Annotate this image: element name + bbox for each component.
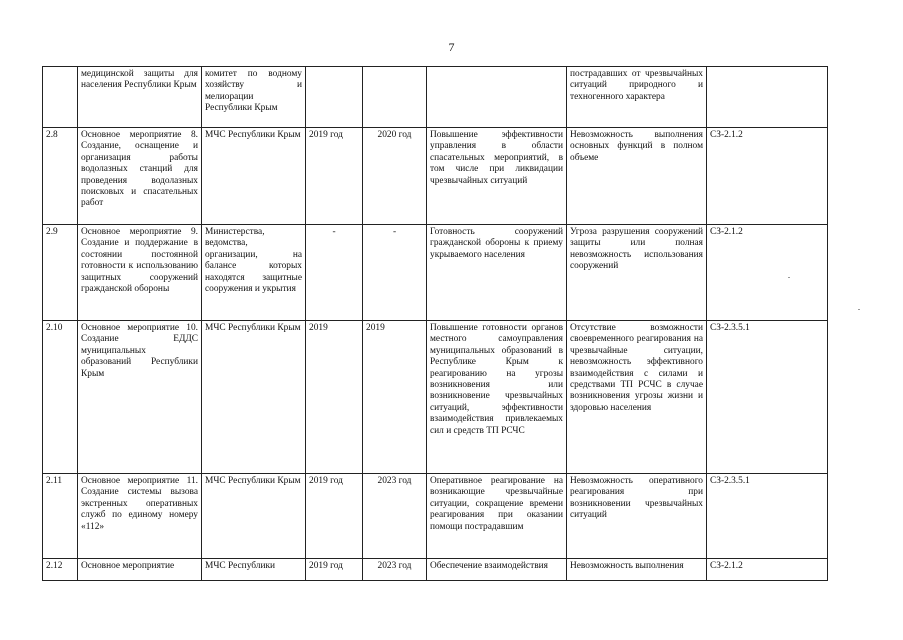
cell-end: - xyxy=(363,225,427,321)
cell-num: 2.11 xyxy=(43,474,78,559)
table-row xyxy=(43,559,828,581)
cell-result: Обеспечение взаимодействия xyxy=(427,559,567,581)
page-number: 7 xyxy=(448,40,455,54)
cell-num: 2.9 xyxy=(43,225,78,321)
cell-link: СЗ-2.3.5.1 xyxy=(707,474,828,559)
cell-consequence: Отсутствие возможности своевременного реагирования на чрезвычайные ситуации, невозможность эффективного взаимодействия с силами и средствами ТП РСЧС в случае возникновения угрозы жизни и здоровью населения xyxy=(567,321,707,474)
cell-executor: Министерства, ведомства, организации, на балансе которых находятся защитные сооружения и укрытия xyxy=(202,225,306,321)
table-row xyxy=(43,128,828,225)
cell-executor: МЧС Республики Крым xyxy=(202,128,306,225)
table-row xyxy=(43,67,828,128)
cell-consequence: пострадавших от чрезвычайных ситуаций природного и техногенного характера xyxy=(567,67,707,128)
cell-name: медицинской защиты для населения Республики Крым xyxy=(78,67,202,128)
cell-link: СЗ-2.1.2 xyxy=(707,559,828,581)
table-row xyxy=(43,321,828,474)
cell-executor: МЧС Республики Крым xyxy=(202,474,306,559)
cell-name: Основное мероприятие 8. Создание, оснащение и организация работы водолазных станций для проведения водолазных поисковых и спасательных работ xyxy=(78,128,202,225)
cell-result: Повышение готовности органов местного самоуправления муниципальных образований в Республике Крым к реагированию на угрозы возникновения или возникновение чрезвычайных ситуаций, эффективности взаимодействия привлекаемых сил и средств ТП РСЧС xyxy=(427,321,567,474)
table-row xyxy=(43,474,828,559)
cell-num: 2.8 xyxy=(43,128,78,225)
cell-num xyxy=(43,67,78,128)
cell-end: 2020 год xyxy=(363,128,427,225)
cell-consequence: Невозможность выполнения основных функций в полном объеме xyxy=(567,128,707,225)
cell-end xyxy=(363,67,427,128)
cell-executor: МЧС Республики xyxy=(202,559,306,581)
cell-end: 2023 год xyxy=(363,559,427,581)
cell-executor: комитет по водному хозяйству и мелиорации Республики Крым xyxy=(202,67,306,128)
cell-start: 2019 год xyxy=(306,128,363,225)
cell-name: Основное мероприятие 11. Создание системы вызова экстренных оперативных служб по единому номеру «112» xyxy=(78,474,202,559)
cell-link: СЗ-2.3.5.1 xyxy=(707,321,828,474)
cell-link xyxy=(707,67,828,128)
cell-consequence: Невозможность выполнения xyxy=(567,559,707,581)
cell-end: 2023 год xyxy=(363,474,427,559)
cell-start: 2019 год xyxy=(306,474,363,559)
cell-start: 2019 xyxy=(306,321,363,474)
cell-result: Готовность сооружений гражданской обороны к приему укрываемого населения xyxy=(427,225,567,321)
cell-link: СЗ-2.1.2 xyxy=(707,128,828,225)
cell-start: - xyxy=(306,225,363,321)
speck xyxy=(858,309,860,310)
cell-num: 2.10 xyxy=(43,321,78,474)
cell-link: СЗ-2.1.2 xyxy=(707,225,828,321)
speck xyxy=(788,277,790,278)
cell-executor: МЧС Республики Крым xyxy=(202,321,306,474)
cell-start: 2019 год xyxy=(306,559,363,581)
cell-name: Основное мероприятие 9. Создание и поддержание в состоянии постоянной готовности к использованию защитных сооружений гражданской обороны xyxy=(78,225,202,321)
measures-table xyxy=(42,66,828,581)
table-row xyxy=(43,225,828,321)
cell-result xyxy=(427,67,567,128)
cell-result: Повышение эффективности управления в области спасательных мероприятий, в том числе при ликвидации чрезвычайных ситуаций xyxy=(427,128,567,225)
cell-result: Оперативное реагирование на возникающие чрезвычайные ситуации, сокращение времени реагирования при оказании помощи пострадавшим xyxy=(427,474,567,559)
cell-consequence: Невозможность оперативного реагирования при возникновении чрезвычайных ситуаций xyxy=(567,474,707,559)
cell-num: 2.12 xyxy=(43,559,78,581)
cell-name: Основное мероприятие 10. Создание ЕДДС муниципальных образований Республики Крым xyxy=(78,321,202,474)
cell-end: 2019 xyxy=(363,321,427,474)
cell-name: Основное мероприятие xyxy=(78,559,202,581)
cell-start xyxy=(306,67,363,128)
cell-consequence: Угроза разрушения сооружений защиты или полная невозможность использования сооружений xyxy=(567,225,707,321)
